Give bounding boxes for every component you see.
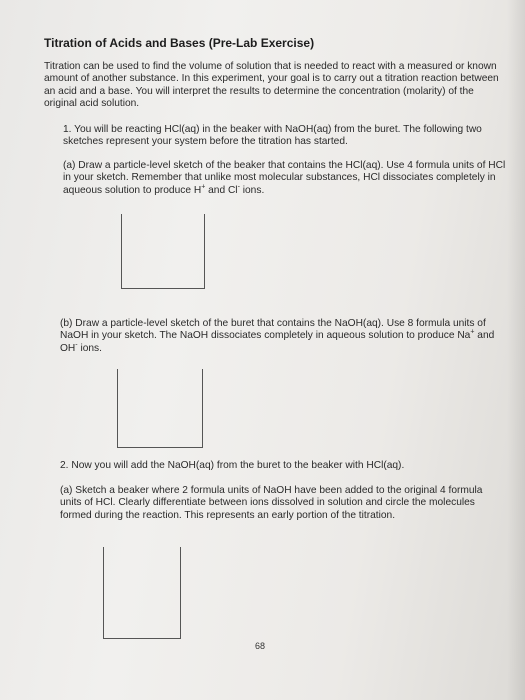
chloride-charge: - — [237, 183, 240, 191]
intro-paragraph: Titration can be used to find the volume of solution that is needed to react with a measured or known amount of another substance. In this experiment, your goal is to carry out a titration reaction between an acid and a base. You will interpret the results to determine the concentration (molarity) of the original acid solution. — [44, 61, 499, 110]
question-1-text: You will be reacting HCl(aq) in the beaker with NaOH(aq) from the buret. The following two sketches represent your system before the titration has started. — [63, 124, 482, 148]
page-title: Titration of Acids and Bases (Pre-Lab Exercise) — [44, 36, 315, 50]
beaker-sketch-box-mixture[interactable] — [103, 547, 181, 639]
question-1 — [63, 124, 507, 149]
question-1b-mid: and OH — [60, 330, 495, 354]
question-2 — [60, 460, 506, 472]
question-1a-text: (a) Draw a particle-level sketch of the beaker that contains the HCl(aq). Use 4 formula units of HCl in your sketch. Remember that unlike most molecular substances, HCl dissociates completely in aqueous solution to produce H — [63, 160, 506, 196]
question-2a-text: (a) Sketch a beaker where 2 formula units of NaOH have been added to the original 4 formula units of HCl. Clearly differentiate between ions dissolved in solution and circle the molecules formed during the reaction. This represents an early portion of the titration. — [60, 485, 483, 521]
question-1a-end: ions. — [239, 184, 265, 196]
question-2a — [60, 485, 506, 522]
buret-sketch-box-naoh[interactable] — [117, 369, 203, 448]
page-number: 68 — [255, 641, 266, 651]
question-1b-end: ions. — [77, 342, 102, 354]
question-2-text: Now you will add the NaOH(aq) from the buret to the beaker with HCl(aq). — [71, 460, 405, 471]
beaker-sketch-box-hcl[interactable] — [121, 214, 205, 289]
sodium-charge: + — [470, 329, 475, 337]
question-1a — [63, 160, 507, 197]
question-1b-text: (b) Draw a particle-level sketch of the buret that contains the NaOH(aq). Use 8 formula units of NaOH in your sketch. The NaOH dissociates completely in aqueous solution to produce Na — [60, 318, 486, 342]
question-1-number: 1. — [63, 124, 72, 135]
hydroxide-charge: - — [75, 341, 78, 349]
page-edge-shadow — [507, 0, 525, 700]
hydrogen-charge: + — [201, 183, 206, 191]
question-1b — [60, 318, 506, 355]
question-2-number: 2. — [60, 460, 69, 471]
question-1a-mid: and Cl — [205, 184, 238, 196]
